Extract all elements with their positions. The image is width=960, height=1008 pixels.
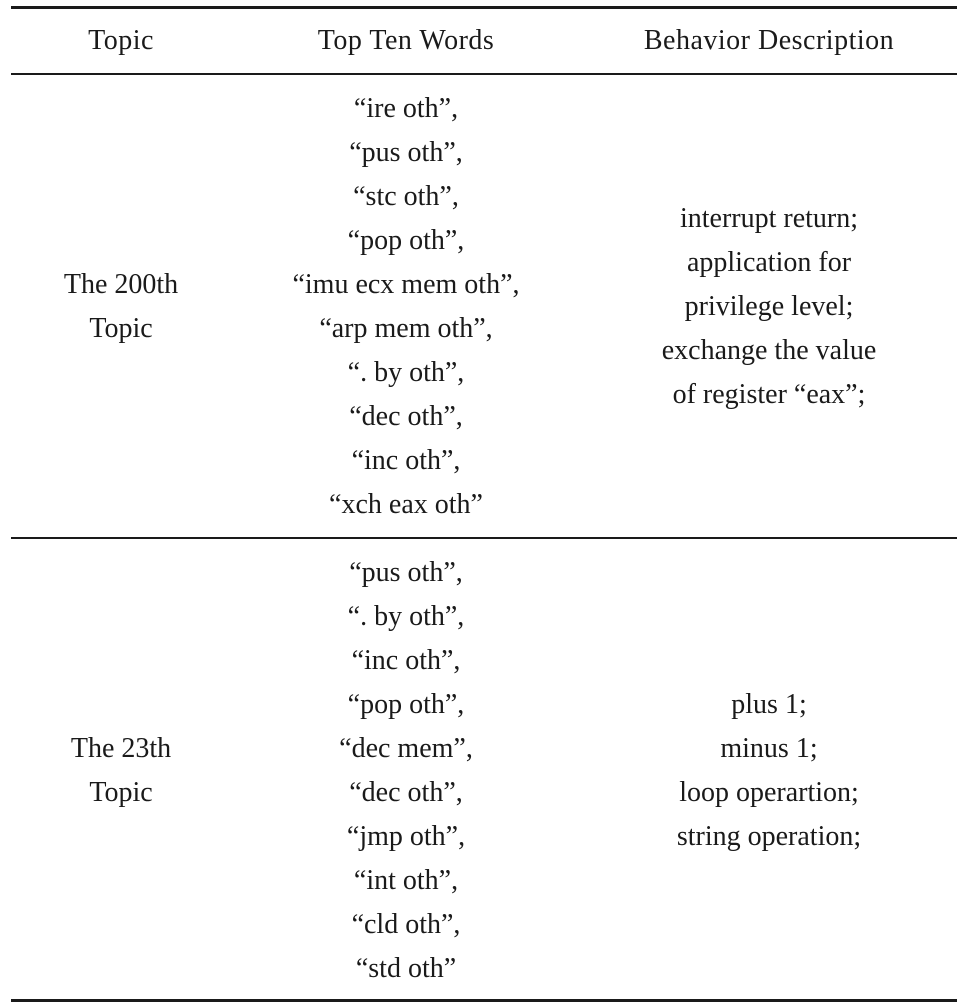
row-1-word: “pop oth”, xyxy=(347,225,465,256)
row-1-word: “dec oth”, xyxy=(349,401,463,432)
row-1-word: “imu ecx mem oth”, xyxy=(292,269,520,300)
row-2-topic-cell xyxy=(11,551,231,991)
row-1-description-line: interrupt return; xyxy=(679,203,859,234)
row-2-word: “. by oth”, xyxy=(347,601,465,632)
row-1-topic-cell xyxy=(11,87,231,527)
row-1-words-cell xyxy=(231,87,581,527)
row-1-word: “pus oth”, xyxy=(349,137,463,168)
row-1-word: “. by oth”, xyxy=(347,357,465,388)
row-separator-rule xyxy=(11,537,957,539)
bottom-rule xyxy=(11,999,957,1002)
row-2-word: “int oth”, xyxy=(353,865,459,896)
row-1-description-line: application for xyxy=(686,247,852,278)
row-1-word: “xch eax oth” xyxy=(329,489,483,520)
row-1-topic-line: The 200th xyxy=(63,269,179,300)
row-1-word: “stc oth”, xyxy=(353,181,459,212)
row-1-description-line: privilege level; xyxy=(684,291,854,322)
row-1-description-line: of register “eax”; xyxy=(672,379,866,410)
row-2-description-line: loop operartion; xyxy=(679,777,859,808)
row-1-word: “inc oth”, xyxy=(351,445,461,476)
row-2-topic-line: The 23th xyxy=(70,733,172,764)
header-behavior-description: Behavior Description xyxy=(643,25,895,56)
row-2-word: “pop oth”, xyxy=(347,689,465,720)
row-2-description-cell xyxy=(581,551,957,991)
row-2-words-cell xyxy=(231,551,581,991)
row-2-word: “std oth” xyxy=(355,953,457,984)
row-2-word: “jmp oth”, xyxy=(346,821,466,852)
row-1-topic-line: Topic xyxy=(89,313,153,344)
header-topic: Topic xyxy=(88,25,154,56)
row-2-description-line: minus 1; xyxy=(720,733,818,764)
row-2-description-line: plus 1; xyxy=(731,689,807,720)
row-2-word: “cld oth”, xyxy=(351,909,461,940)
row-2-word: “dec oth”, xyxy=(349,777,463,808)
header-top-ten-words: Top Ten Words xyxy=(317,25,495,56)
row-1-description-line: exchange the value xyxy=(661,335,877,366)
row-2-topic-line: Topic xyxy=(89,777,153,808)
row-2-word: “pus oth”, xyxy=(349,557,463,588)
row-1-word: “ire oth”, xyxy=(353,93,459,124)
row-2-word: “dec mem”, xyxy=(339,733,473,764)
row-2-word: “inc oth”, xyxy=(351,645,461,676)
row-2-description-line: string operation; xyxy=(676,821,862,852)
row-1-word: “arp mem oth”, xyxy=(319,313,493,344)
header-rule xyxy=(11,73,957,75)
row-1-description-cell xyxy=(581,87,957,527)
